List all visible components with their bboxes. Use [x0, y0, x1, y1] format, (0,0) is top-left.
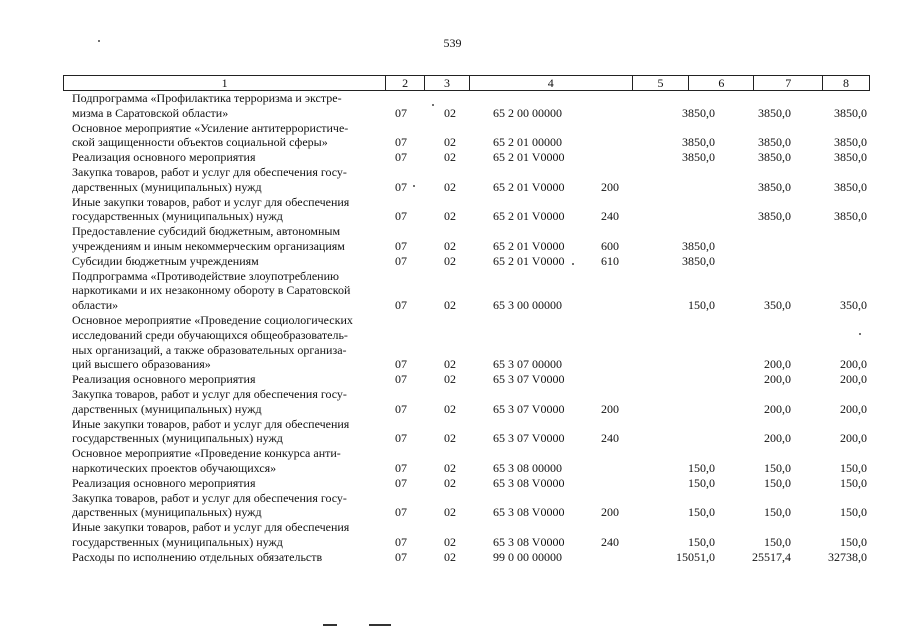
- row-name-line: Субсидии бюджетным учреждениям: [72, 253, 259, 268]
- row-name-line: Основное мероприятие «Усиление антитеррористиче-: [72, 120, 349, 135]
- cell-c4: 99 0 00 00000: [493, 549, 562, 564]
- cell-c3: 02: [444, 135, 456, 150]
- cell-c2: 07: [395, 460, 407, 475]
- cell-c3: 02: [444, 401, 456, 416]
- row-name-line: наркотиками и их незаконному обороту в Саратовской: [72, 283, 351, 298]
- cell-c2: 07: [395, 371, 407, 386]
- cell-c6: 150,0: [688, 475, 715, 490]
- row-name-line: области»: [72, 298, 119, 313]
- row-name-line: дарственных (муниципальных) нужд: [72, 179, 262, 194]
- cell-c5: 240: [601, 431, 619, 446]
- cell-c3: 02: [444, 475, 456, 490]
- table-row: [0, 372, 905, 387]
- cell-c6: 3850,0: [682, 135, 715, 150]
- cell-c2: 07: [395, 238, 407, 253]
- row-values: [0, 476, 905, 491]
- row-name-line: Реализация основного мероприятия: [72, 475, 256, 490]
- cell-c7: 150,0: [764, 475, 791, 490]
- row-values: [0, 431, 905, 446]
- cell-c2: 07: [395, 401, 407, 416]
- cell-c3: 02: [444, 105, 456, 120]
- table-row: [0, 446, 905, 476]
- cell-c7: 3850,0: [758, 135, 791, 150]
- table-row: [0, 254, 905, 269]
- row-values: [0, 357, 905, 372]
- table-row: [0, 165, 905, 195]
- row-values: [0, 550, 905, 565]
- cell-c2: 07: [395, 475, 407, 490]
- cell-c3: 02: [444, 431, 456, 446]
- row-name-line: Иные закупки товаров, работ и услуг для обеспечения: [72, 416, 350, 431]
- table-row: [0, 313, 905, 372]
- row-name-line: Реализация основного мероприятия: [72, 150, 256, 165]
- row-name-line: ных организаций, а также образовательных организа-: [72, 342, 347, 357]
- cell-c7: 350,0: [764, 297, 791, 312]
- cell-c4: 65 2 01 V0000: [493, 253, 565, 268]
- cell-c4: 65 2 01 V0000: [493, 149, 565, 164]
- row-values: [0, 461, 905, 476]
- cell-c3: 02: [444, 149, 456, 164]
- row-name-line: Подпрограмма «Профилактика терроризма и экстре-: [72, 91, 342, 105]
- table-row: [0, 121, 905, 151]
- row-name-line: Основное мероприятие «Проведение социологических: [72, 312, 353, 327]
- cell-c5: 200: [601, 179, 619, 194]
- cell-c8: 3850,0: [834, 105, 867, 120]
- table-row: [0, 91, 905, 121]
- cell-c2: 07: [395, 209, 407, 224]
- cell-c4: 65 3 08 V0000: [493, 505, 565, 520]
- cell-c6: 3850,0: [682, 238, 715, 253]
- cell-c7: 150,0: [764, 505, 791, 520]
- cell-c4: 65 2 00 00000: [493, 105, 562, 120]
- row-values: [0, 106, 905, 121]
- table-row: [0, 224, 905, 254]
- row-name-line: государственных (муниципальных) нужд: [72, 209, 283, 224]
- cell-c6: 3850,0: [682, 149, 715, 164]
- cell-c2: 07: [395, 105, 407, 120]
- cell-c7: 150,0: [764, 534, 791, 549]
- cell-c8: 3850,0: [834, 209, 867, 224]
- row-values: [0, 372, 905, 387]
- cell-c7: 25517,4: [752, 549, 791, 564]
- cell-c6: 150,0: [688, 460, 715, 475]
- table-row: [0, 476, 905, 491]
- row-values: [0, 505, 905, 520]
- cell-c5: 600: [601, 238, 619, 253]
- table-header: [63, 75, 870, 91]
- row-name-line: Иные закупки товаров, работ и услуг для обеспечения: [72, 194, 350, 209]
- cell-c2: 07: [395, 357, 407, 372]
- row-name-line: государственных (муниципальных) нужд: [72, 431, 283, 446]
- cell-c4: 65 3 00 00000: [493, 297, 562, 312]
- cell-c8: 200,0: [840, 401, 867, 416]
- cell-c4: 65 3 08 00000: [493, 460, 562, 475]
- row-name-line: Закупка товаров, работ и услуг для обеспечения госу-: [72, 490, 347, 505]
- table-row: [0, 491, 905, 521]
- table-row: [0, 520, 905, 550]
- cell-c2: 07: [395, 253, 407, 268]
- cell-c6: 150,0: [688, 505, 715, 520]
- cell-c7: 3850,0: [758, 209, 791, 224]
- cell-c8: 200,0: [840, 431, 867, 446]
- table-row: [0, 417, 905, 447]
- cell-c6: 3850,0: [682, 253, 715, 268]
- column-header-2: 2: [386, 76, 425, 90]
- table-row: [0, 269, 905, 313]
- row-values: [0, 535, 905, 550]
- row-values: [0, 239, 905, 254]
- column-header-5: 5: [633, 76, 690, 90]
- cell-c2: 07: [395, 179, 407, 194]
- cell-c7: 200,0: [764, 371, 791, 386]
- cell-c7: 200,0: [764, 401, 791, 416]
- row-name-line: Закупка товаров, работ и услуг для обеспечения госу-: [72, 164, 347, 179]
- cell-c6: 150,0: [688, 534, 715, 549]
- cell-c2: 07: [395, 135, 407, 150]
- cell-c3: 02: [444, 253, 456, 268]
- cell-c8: 150,0: [840, 460, 867, 475]
- cell-c4: 65 3 07 V0000: [493, 401, 565, 416]
- cell-c4: 65 3 07 V0000: [493, 431, 565, 446]
- row-name-line: Расходы по исполнению отдельных обязательств: [72, 549, 323, 564]
- cell-c7: 3850,0: [758, 149, 791, 164]
- cell-c3: 02: [444, 357, 456, 372]
- cell-c3: 02: [444, 179, 456, 194]
- cell-c3: 02: [444, 371, 456, 386]
- cell-c8: 3850,0: [834, 179, 867, 194]
- row-values: [0, 209, 905, 224]
- cell-c4: 65 2 01 V0000: [493, 179, 565, 194]
- column-header-8: 8: [843, 76, 850, 90]
- row-values: [0, 298, 905, 313]
- table-row: [0, 387, 905, 417]
- cell-c4: 65 3 07 00000: [493, 357, 562, 372]
- row-name-line: Закупка товаров, работ и услуг для обеспечения госу-: [72, 386, 347, 401]
- cell-c4: 65 2 01 00000: [493, 135, 562, 150]
- cell-c3: 02: [444, 297, 456, 312]
- cell-c2: 07: [395, 297, 407, 312]
- row-name-line: исследований среди обучающихся общеобразователь-: [72, 327, 348, 342]
- cell-c7: 200,0: [764, 431, 791, 446]
- cell-c3: 02: [444, 238, 456, 253]
- column-header-3: 3: [425, 76, 470, 90]
- cell-c5: 200: [601, 505, 619, 520]
- cell-c8: 350,0: [840, 297, 867, 312]
- row-name-line: дарственных (муниципальных) нужд: [72, 505, 262, 520]
- cell-c4: 65 2 01 V0000: [493, 238, 565, 253]
- cell-c3: 02: [444, 505, 456, 520]
- row-name-line: государственных (муниципальных) нужд: [72, 534, 283, 549]
- cell-c5: 240: [601, 534, 619, 549]
- row-name-line: ской защищенности объектов социальной сферы»: [72, 135, 328, 150]
- row-values: [0, 254, 905, 269]
- page-number: 539: [443, 36, 462, 50]
- cell-c8: 32738,0: [828, 549, 867, 564]
- row-values: [0, 135, 905, 150]
- cell-c7: 3850,0: [758, 179, 791, 194]
- cell-c8: 200,0: [840, 371, 867, 386]
- cell-c6: 15051,0: [676, 549, 715, 564]
- row-name-line: мизма в Саратовской области»: [72, 105, 229, 120]
- cell-c4: 65 3 07 V0000: [493, 371, 565, 386]
- column-header-6: 6: [689, 76, 754, 90]
- cell-c7: 3850,0: [758, 105, 791, 120]
- row-name-line: Реализация основного мероприятия: [72, 372, 256, 387]
- row-values: [0, 150, 905, 165]
- row-name-line: Основное мероприятие «Проведение конкурса анти-: [72, 446, 341, 461]
- cell-c4: 65 3 08 V0000: [493, 475, 565, 490]
- cell-c4: 65 2 01 V0000: [493, 209, 565, 224]
- row-name-line: учреждениям и иным некоммерческим организациям: [72, 238, 345, 253]
- cell-c5: 240: [601, 209, 619, 224]
- table-body: [0, 91, 905, 565]
- column-header-1: 1: [64, 76, 386, 90]
- row-name-line: дарственных (муниципальных) нужд: [72, 401, 262, 416]
- row-values: [0, 402, 905, 417]
- row-values: [0, 180, 905, 195]
- cell-c6: 150,0: [688, 297, 715, 312]
- row-name-line: ций высшего образования»: [72, 357, 211, 372]
- cell-c5: 610: [601, 253, 619, 268]
- cell-c3: 02: [444, 460, 456, 475]
- cell-c2: 07: [395, 549, 407, 564]
- cell-c2: 07: [395, 505, 407, 520]
- cell-c7: 200,0: [764, 357, 791, 372]
- cell-c3: 02: [444, 549, 456, 564]
- column-header-4: 4: [470, 76, 633, 90]
- cell-c8: 200,0: [840, 357, 867, 372]
- cell-c8: 150,0: [840, 475, 867, 490]
- cell-c8: 3850,0: [834, 135, 867, 150]
- cell-c8: 3850,0: [834, 149, 867, 164]
- cell-c2: 07: [395, 534, 407, 549]
- row-name-line: Предоставление субсидий бюджетным, автономным: [72, 224, 341, 239]
- table-row: [0, 150, 905, 165]
- table-row: [0, 550, 905, 565]
- cell-c3: 02: [444, 209, 456, 224]
- cell-c8: 150,0: [840, 534, 867, 549]
- cell-c8: 150,0: [840, 505, 867, 520]
- cell-c2: 07: [395, 431, 407, 446]
- column-header-7: 7: [754, 76, 823, 90]
- cell-c3: 02: [444, 534, 456, 549]
- table-row: [0, 195, 905, 225]
- cell-c4: 65 3 08 V0000: [493, 534, 565, 549]
- cell-c2: 07: [395, 149, 407, 164]
- row-name-line: Подпрограмма «Противодействие злоупотреблению: [72, 268, 339, 283]
- cell-c5: 200: [601, 401, 619, 416]
- row-name-line: Иные закупки товаров, работ и услуг для обеспечения: [72, 520, 350, 535]
- row-name-line: наркотических проектов обучающихся»: [72, 460, 277, 475]
- cell-c7: 150,0: [764, 460, 791, 475]
- cell-c6: 3850,0: [682, 105, 715, 120]
